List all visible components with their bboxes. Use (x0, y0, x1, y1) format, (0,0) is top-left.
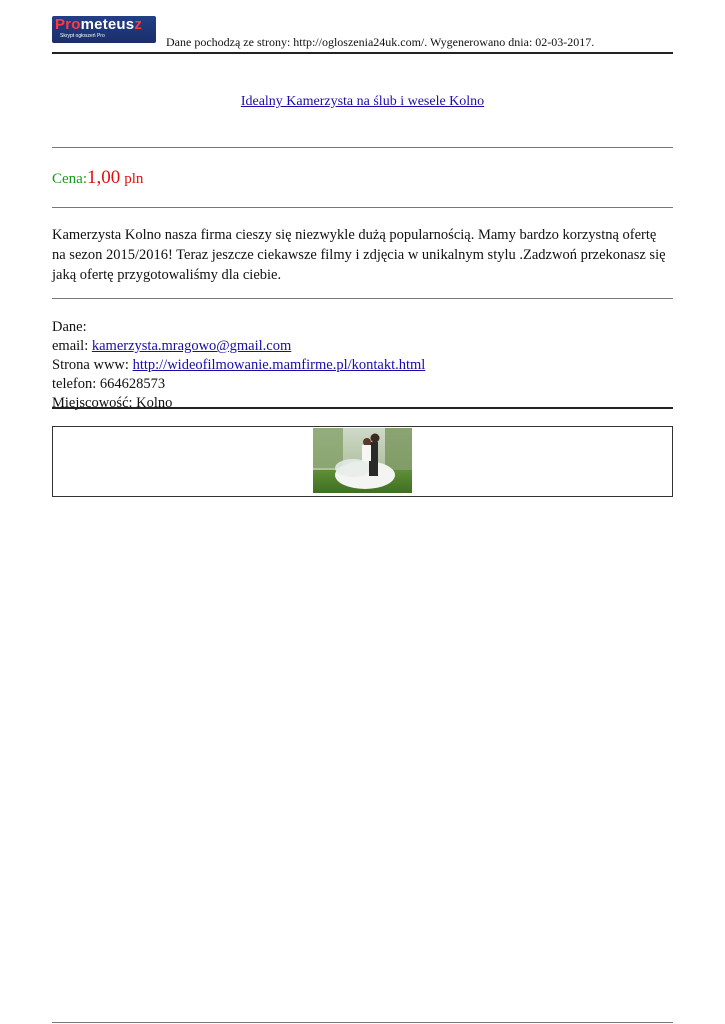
price-label: Cena: (52, 171, 87, 187)
footer-divider (52, 1022, 673, 1023)
price-currency: pln (124, 171, 144, 187)
website-link[interactable]: http://wideofilmowanie.mamfirme.pl/kontakt.html (132, 357, 426, 373)
price-value: 1,00 (87, 167, 121, 188)
source-info: Dane pochodzą ze strony: http://ogloszenia24uk.com/. Wygenerowano dnia: 02-03-2017. (166, 35, 595, 49)
header-divider (52, 52, 673, 54)
contact-section (52, 318, 425, 413)
contact-city-row: Miejscowość: Kolno (52, 395, 173, 411)
contact-phone-row: telefon: 664628573 (52, 376, 166, 392)
divider (52, 147, 673, 148)
image-gallery (52, 426, 673, 497)
phone-value: 664628573 (99, 376, 166, 392)
wedding-photo[interactable] (313, 428, 412, 493)
contact-website-row: Strona www: http://wideofilmowanie.mamfirme.pl/kontakt.html (52, 357, 426, 373)
contact-heading: Dane: (52, 319, 87, 335)
divider (52, 207, 673, 208)
logo-tagline: Skrypt ogłoszeń Pro (60, 33, 105, 39)
listing-description: Kamerzysta Kolno nasza firma cieszy się niezwykle dużą popularnością. Mamy bardzo korzystną ofertę na sezon 2015/2016! Teraz jeszcze ciekawsze filmy i zdjęcia w unikalnym stylu .Zadzwoń przekonasz się jaką ofertę przygotowaliśmy dla ciebie. (52, 227, 666, 283)
listing-title-link[interactable]: Idealny Kamerzysta na ślub i wesele Kolno (240, 94, 485, 109)
contact-email-row: email: kamerzysta.mragowo@gmail.com (52, 338, 292, 354)
email-link[interactable]: kamerzysta.mragowo@gmail.com (91, 338, 292, 354)
contact-divider (52, 407, 673, 409)
city-value: Kolno (136, 395, 173, 411)
price (52, 167, 143, 189)
logo-wordmark: Prometeusz (55, 16, 143, 33)
divider (52, 298, 673, 299)
site-logo (52, 16, 156, 43)
